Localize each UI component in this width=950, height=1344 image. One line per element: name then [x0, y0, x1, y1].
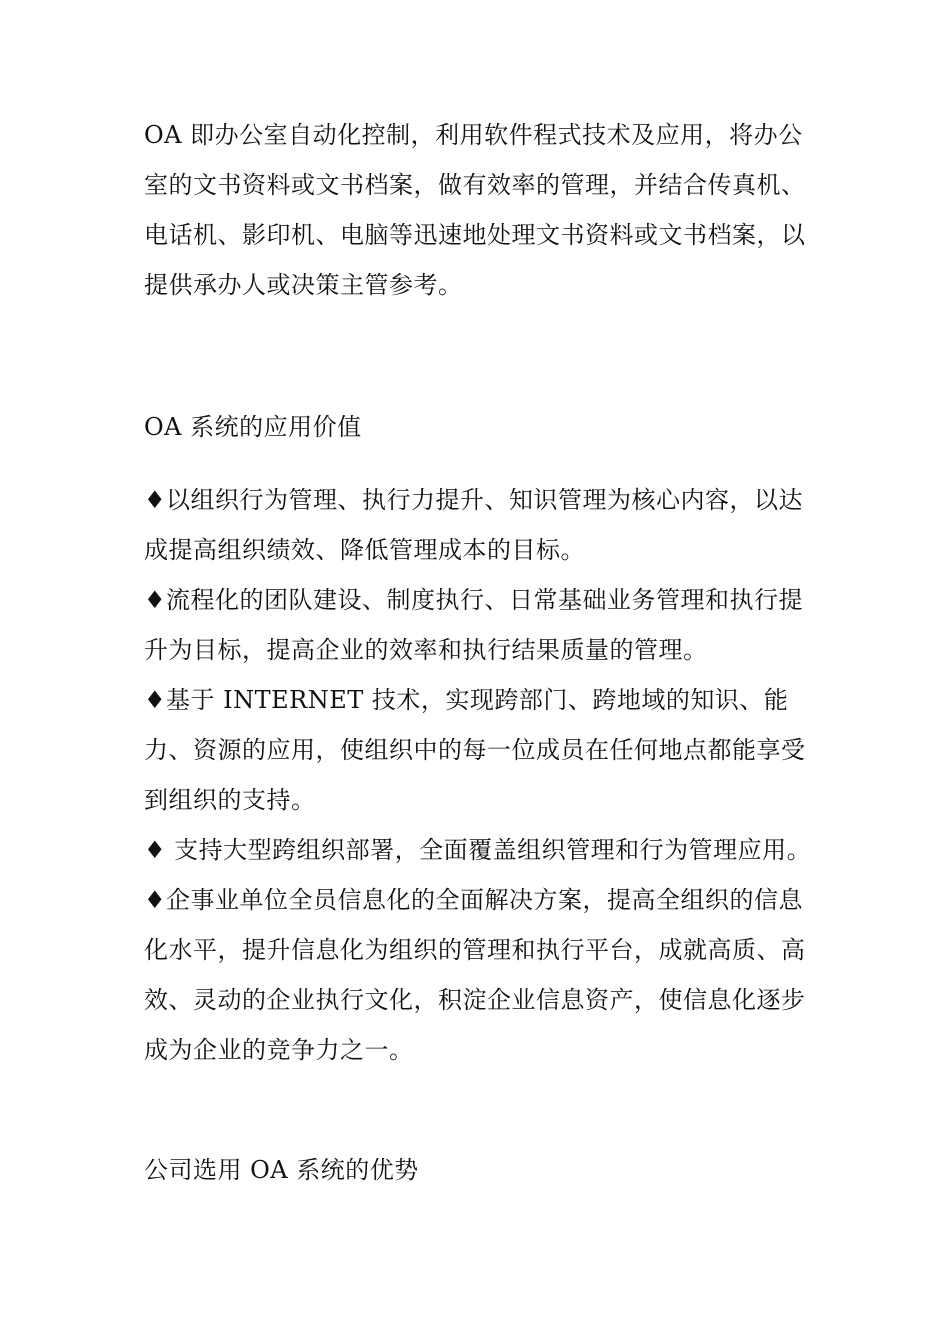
bullet-item-1: ♦以组织行为管理、执行力提升、知识管理为核心内容，以达成提高组织绩效、降低管理成本的目标。	[144, 486, 804, 564]
bullet-item-3: ♦基于 INTERNET 技术，实现跨部门、跨地域的知识、能力、资源的应用，使组织中的每一位成员在任何地点都能享受到组织的支持。	[144, 686, 806, 814]
bullet-item-2: ♦流程化的团队建设、制度执行、日常基础业务管理和执行提升为目标，提高企业的效率和执行结果质量的管理。	[144, 586, 804, 664]
section-heading-application-value: OA 系统的应用价值	[144, 413, 362, 441]
bullet-item-4: ♦ 支持大型跨组织部署，全面覆盖组织管理和行为管理应用。	[144, 836, 812, 864]
bullet-item-5: ♦企事业单位全员信息化的全面解决方案，提高全组织的信息化水平，提升信息化为组织的管理和执行平台，成就高质、高效、灵动的企业执行文化，积淀企业信息资产，使信息化逐步成为企业的竞争力之一。	[144, 886, 806, 1064]
intro-paragraph: OA 即办公室自动化控制，利用软件程式技术及应用，将办公室的文书资料或文书档案，做有效率的管理，并结合传真机、电话机、影印机、电脑等迅速地处理文书资料或文书档案，以提供承办人或决策主管参考。	[144, 121, 806, 299]
section-heading-advantages: 公司选用 OA 系统的优势	[144, 1156, 419, 1184]
bullet-list	[144, 475, 816, 1075]
